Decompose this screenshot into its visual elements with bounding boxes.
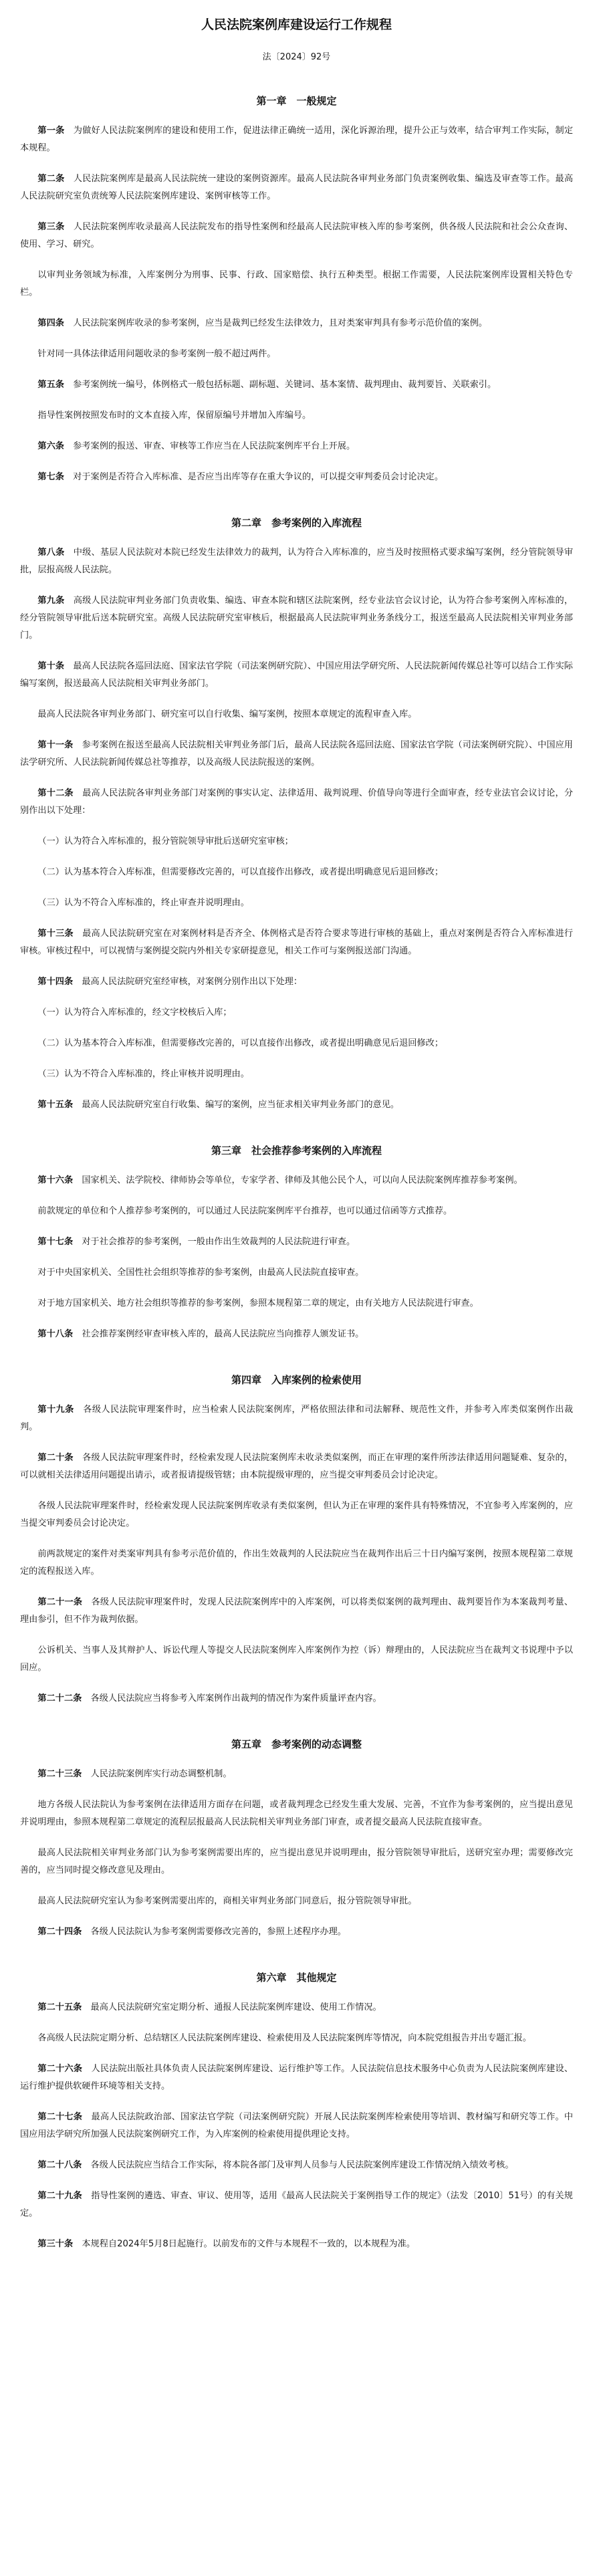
chapter-heading: 第六章 其他规定: [256, 1972, 337, 1984]
article-text: 以审判业务领域为标准，入库案例分为刑事、民事、行政、国家赔偿、执行五种类型。根据工作需要，人民法院案例库设置相关特色专栏。: [20, 270, 573, 298]
article-text: （三）认为不符合入库标准的，终止审核并说明理由。: [37, 1069, 249, 1079]
article-text: 针对同一具体法律适用问题收录的参考案例一般不超过两件。: [37, 349, 276, 359]
article-text: 各级人民法院审理案件时，经检索发现人民法院案例库未收录类似案例，而正在审理的案件所涉法律适用问题疑难、复杂的，可以就相关法律适用问题提出请示，或者报请提级管辖；由本院提级审理的，应当提交审判委员会讨论决定。: [20, 1453, 574, 1480]
article-text: 国家机关、法学院校、律师协会等单位，专家学者、律师及其他公民个人，可以向人民法院案例库推荐参考案例。: [82, 1175, 523, 1185]
article-label: 第十八条: [37, 1329, 74, 1339]
article-label: 第六条: [37, 441, 64, 451]
article-text: 社会推荐案例经审查审核入库的，最高人民法院应当向推荐人颁发证书。: [82, 1329, 364, 1339]
article-text: 最高人民法院研究室在对案例材料是否齐全、体例格式是否符合要求等进行审核的基础上，重点对案例是否符合入库标准进行审核。审核过程中，可以视情与案例提交院内外相关专家研提意见，相关工作可与案例报送部门沟通。: [20, 929, 574, 956]
article-paragraph: [20, 1893, 573, 1910]
article-label: 第十九条: [37, 1405, 74, 1415]
article-paragraph: [20, 1923, 573, 1941]
article-paragraph: [20, 1295, 573, 1312]
article-paragraph: [20, 219, 573, 253]
article-paragraph: [20, 2188, 573, 2222]
article-text: 人民法院案例库收录最高人民法院发布的指导性案例和经最高人民法院审核入库的参考案例，供各级人民法院和社会公众查询、使用、学习、研究。: [20, 222, 574, 249]
article-label: 第二十六条: [37, 2064, 83, 2074]
article-paragraph: [20, 2157, 573, 2174]
article-paragraph: [20, 315, 573, 332]
article-text: 各级人民法院应当结合工作实际，将本院各部门及审判人员参与人民法院案例库建设工作情况纳入绩效考核。: [90, 2160, 514, 2170]
article-text: 各级人民法院审理案件时，应当检索人民法院案例库，严格依照法律和司法解释、规范性文件，并参考入库类似案例作出裁判。: [20, 1405, 574, 1432]
article-text: 人民法院出版社具体负责人民法院案例库建设、运行维护等工作。人民法院信息技术服务中心负责为人民法院案例库建设、运行维护提供软硬件环境等相关支持。: [20, 2064, 574, 2091]
article-paragraph: [20, 2030, 573, 2047]
article-paragraph: [20, 1498, 573, 1532]
article-paragraph: [20, 833, 573, 850]
article-text: 本规程自2024年5月8日起施行。以前发布的文件与本规程不一致的，以本规程为准。: [82, 2239, 416, 2249]
chapter-heading: 第四章 入库案例的检索使用: [231, 1374, 362, 1386]
article-paragraph: [20, 1066, 573, 1083]
article-paragraph: [20, 1096, 573, 1114]
article-label: 第二十九条: [37, 2191, 82, 2201]
article-label: 第三十条: [37, 2239, 74, 2249]
article-paragraph: [20, 1796, 573, 1831]
article-text: 对于社会推荐的参考案例，一般由作出生效裁判的人民法院进行审查。: [82, 1237, 356, 1247]
article-text: 地方各级人民法院认为参考案例在法律适用方面存在问题，或者裁判理念已经发生重大发展、完善，不宜作为参考案例的，应当提出意见并说明理由，参照本规程第二章规定的流程层报最高人民法院相关审判业务部门审查，或者提交最高人民法院直接审查。: [20, 1800, 573, 1827]
article-text: 前两款规定的案件对类案审判具有参考示范价值的，作出生效裁判的人民法院应当在裁判作出后三十日内编写案例，按照本规程第二章规定的流程报送入库。: [20, 1549, 573, 1576]
article-text: 各级人民法院审理案件时，发现人民法院案例库中的入库案例，可以将类似案例的裁判理由、裁判要旨作为本案裁判考量、理由参引，但不作为裁判依据。: [20, 1597, 574, 1625]
chapter-heading: 第五章 参考案例的动态调整: [231, 1738, 362, 1750]
article-paragraph: [20, 1546, 573, 1580]
article-paragraph: [20, 895, 573, 912]
article-label: 第二十七条: [37, 2112, 83, 2122]
article-paragraph: [20, 1326, 573, 1343]
article-text: 最高人民法院研究室自行收集、编写的案例，应当征求相关审判业务部门的意见。: [82, 1100, 400, 1110]
chapter-heading: 第三章 社会推荐参考案例的入库流程: [211, 1145, 382, 1157]
article-paragraph: [20, 785, 573, 820]
article-paragraph: [20, 438, 573, 455]
article-text: （三）认为不符合入库标准的，终止审查并说明理由。: [37, 898, 249, 908]
article-paragraph: [20, 973, 573, 991]
article-paragraph: [20, 122, 573, 157]
article-paragraph: [20, 544, 573, 579]
document-title: 人民法院案例库建设运行工作规程: [201, 17, 392, 32]
article-label: 第十条: [37, 661, 65, 671]
article-paragraph: [20, 1035, 573, 1052]
article-text: 中级、基层人民法院对本院已经发生法律效力的裁判，认为符合入库标准的，应当及时按照格式要求编写案例，经分管院领导审批，层报高级人民法院。: [20, 548, 574, 575]
article-paragraph: [20, 1203, 573, 1220]
document-body: [20, 94, 573, 2253]
article-label: 第二十条: [37, 1453, 74, 1463]
article-paragraph: [20, 2061, 573, 2095]
article-label: 第二十四条: [37, 1927, 82, 1937]
article-text: 高级人民法院审判业务部门负责收集、编选、审查本院和辖区法院案例，经专业法官会议讨论，认为符合参考案例入库标准的，经分管院领导审批后送本院研究室。高级人民法院研究室审核后，根据最高人民法院审判业务条线分工，报送至最高人民法院相关审判业务部门。: [20, 596, 574, 640]
article-paragraph: [20, 925, 573, 960]
article-label: 第十七条: [37, 1237, 74, 1247]
article-text: 公诉机关、当事人及其辩护人、诉讼代理人等提交人民法院案例库入库案例作为控（诉）辩理由的，人民法院应当在裁判文书说理中予以回应。: [20, 1645, 573, 1673]
article-paragraph: [20, 407, 573, 425]
article-paragraph: [20, 469, 573, 486]
article-paragraph: [20, 1449, 573, 1484]
article-label: 第二十二条: [37, 1693, 82, 1704]
article-paragraph: [20, 1642, 573, 1677]
document-number: 法〔2024〕92号: [262, 52, 331, 62]
article-label: 第十二条: [37, 788, 74, 798]
article-text: 对于中央国家机关、全国性社会组织等推荐的参考案例，由最高人民法院直接审查。: [37, 1268, 364, 1278]
article-text: 人民法院案例库收录的参考案例，应当是裁判已经发生法律效力，且对类案审判具有参考示范价值的案例。: [73, 318, 487, 328]
chapter-heading: 第二章 参考案例的入库流程: [231, 517, 362, 529]
article-paragraph: [20, 592, 573, 645]
article-text: 最高人民法院各审判业务部门、研究室可以自行收集、编写案例，按照本章规定的流程审查入库。: [37, 709, 417, 719]
article-text: 对于地方国家机关、地方社会组织等推荐的参考案例，参照本规程第二章的规定，由有关地方人民法院进行审查。: [37, 1298, 479, 1308]
article-text: （二）认为基本符合入库标准，但需要修改完善的，可以直接作出修改，或者提出明确意见后退回修改；: [37, 867, 444, 877]
document-page: [20, 0, 573, 2253]
article-label: 第二十一条: [37, 1597, 83, 1607]
article-text: 指导性案例的遴选、审查、审议、使用等，适用《最高人民法院关于案例指导工作的规定》（法发〔2010〕51号）的有关规定。: [20, 2191, 573, 2218]
article-paragraph: [20, 346, 573, 363]
article-label: 第三条: [37, 222, 65, 232]
article-text: 最高人民法院研究室认为参考案例需要出库的，商相关审判业务部门同意后，报分管院领导审批。: [37, 1896, 417, 1906]
article-label: 第二十三条: [37, 1769, 82, 1779]
article-paragraph: [20, 1766, 573, 1783]
article-text: 参考案例统一编号，体例格式一般包括标题、副标题、关键词、基本案情、裁判理由、裁判要旨、关联索引。: [73, 380, 497, 390]
article-label: 第十一条: [37, 740, 74, 750]
article-paragraph: [20, 1690, 573, 1708]
article-label: 第七条: [37, 472, 64, 482]
article-paragraph: [20, 1234, 573, 1251]
article-text: （二）认为基本符合入库标准，但需要修改完善的，可以直接作出修改，或者提出明确意见后退回修改；: [37, 1038, 444, 1048]
article-paragraph: [20, 737, 573, 772]
article-paragraph: [20, 1004, 573, 1022]
article-text: 参考案例的报送、审查、审核等工作应当在人民法院案例库平台上开展。: [73, 441, 356, 451]
article-paragraph: [20, 267, 573, 302]
article-text: 最高人民法院政治部、国家法官学院（司法案例研究院）开展人民法院案例库检索使用等培训、教材编写和研究等工作。中国应用法学研究所加强人民法院案例研究工作，为入库案例的检索使用提供理论支持。: [20, 2112, 574, 2139]
article-text: （一）认为符合入库标准的，报分管院领导审批后送研究室审核；: [37, 836, 293, 846]
article-text: 最高人民法院各审判业务部门对案例的事实认定、法律适用、裁判说理、价值导向等进行全面审查，经专业法官会议讨论，分别作出以下处理：: [20, 788, 574, 816]
article-label: 第四条: [37, 318, 64, 328]
article-label: 第十六条: [37, 1175, 74, 1185]
article-text: 前款规定的单位和个人推荐参考案例的，可以通过人民法院案例库平台推荐，也可以通过信函等方式推荐。: [37, 1206, 453, 1216]
article-text: 最高人民法院相关审判业务部门认为参考案例需要出库的，应当提出意见并说明理由，报分管院领导审批后，送研究室办理；需要修改完善的，应当同时提交修改意见及理由。: [20, 1848, 573, 1875]
article-paragraph: [20, 2109, 573, 2143]
chapter-heading: 第一章 一般规定: [256, 95, 337, 107]
article-paragraph: [20, 2236, 573, 2253]
article-paragraph: [20, 864, 573, 881]
article-text: 各高级人民法院定期分析、总结辖区人民法院案例库建设、检索使用及人民法院案例库等情况，向本院党组报告并出专题汇报。: [37, 2033, 531, 2043]
article-label: 第十四条: [37, 977, 74, 987]
article-label: 第五条: [37, 380, 64, 390]
article-text: 各级人民法院认为参考案例需要修改完善的，参照上述程序办理。: [90, 1927, 346, 1937]
article-text: 参考案例在报送至最高人民法院相关审判业务部门后，最高人民法院各巡回法庭、国家法官学院（司法案例研究院）、中国应用法学研究所、人民法院新闻传媒总社等推荐，以及高级人民法院报送的案例。: [20, 740, 573, 768]
article-paragraph: [20, 706, 573, 723]
article-text: 最高人民法院研究室定期分析、通报人民法院案例库建设、使用工作情况。: [90, 2002, 382, 2012]
article-paragraph: [20, 1401, 573, 1436]
article-label: 第八条: [37, 548, 65, 558]
article-text: 最高人民法院研究室经审核，对案例分别作出以下处理：: [82, 977, 303, 987]
article-text: 人民法院案例库实行动态调整机制。: [90, 1769, 232, 1779]
article-label: 第十五条: [37, 1100, 74, 1110]
article-paragraph: [20, 1594, 573, 1629]
article-label: 第一条: [37, 126, 65, 136]
article-text: 各级人民法院应当将参考入库案例作出裁判的情况作为案件质量评查内容。: [90, 1693, 382, 1704]
article-text: 指导性案例按照发布时的文本直接入库，保留原编号并增加入库编号。: [37, 411, 312, 421]
article-text: 最高人民法院各巡回法庭、国家法官学院（司法案例研究院）、中国应用法学研究所、人民法院新闻传媒总社等可以结合工作实际编写案例，报送最高人民法院相关审判业务部门。: [20, 661, 573, 689]
article-label: 第十三条: [37, 929, 74, 939]
article-label: 第二十八条: [37, 2160, 82, 2170]
article-label: 第九条: [37, 596, 65, 606]
article-paragraph: [20, 1845, 573, 1879]
article-paragraph: [20, 170, 573, 205]
article-text: 为做好人民法院案例库的建设和使用工作，促进法律正确统一适用，深化诉源治理，提升公正与效率，结合审判工作实际，制定本规程。: [20, 126, 574, 153]
article-paragraph: [20, 1999, 573, 2016]
article-paragraph: [20, 1264, 573, 1282]
article-text: （一）认为符合入库标准的，经文字校核后入库；: [37, 1008, 232, 1018]
article-paragraph: [20, 376, 573, 394]
article-label: 第二十五条: [37, 2002, 82, 2012]
article-label: 第二条: [37, 174, 65, 184]
article-text: 对于案例是否符合入库标准、是否应当出库等存在重大争议的，可以提交审判委员会讨论决定。: [73, 472, 444, 482]
article-paragraph: [20, 658, 573, 693]
article-text: 各级人民法院审理案件时，经检索发现人民法院案例库收录有类似案例，但认为正在审理的案件具有特殊情况，不宜参考入库案例的，应当提交审判委员会讨论决定。: [20, 1501, 573, 1528]
article-paragraph: [20, 1172, 573, 1189]
article-text: 人民法院案例库是最高人民法院统一建设的案例资源库。最高人民法院各审判业务部门负责案例收集、编选及审查等工作。最高人民法院研究室负责统筹人民法院案例库建设、案例审核等工作。: [20, 174, 574, 201]
